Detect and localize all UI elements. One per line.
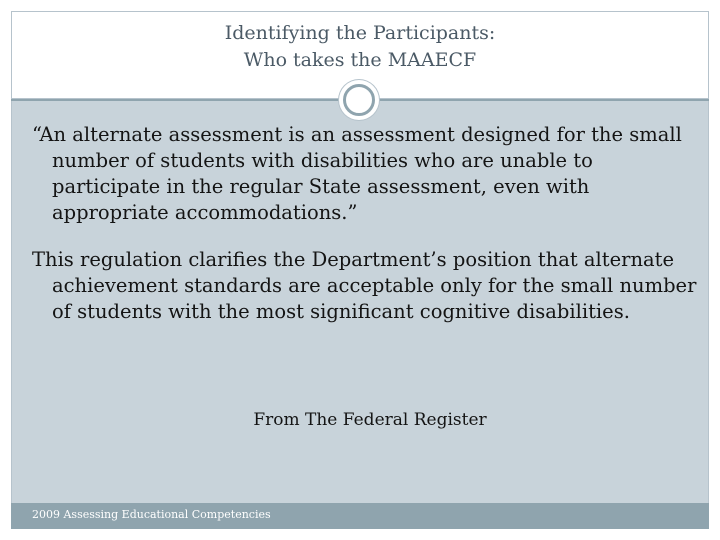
regulation-paragraph: This regulation clarifies the Department’s position that alternate achievement standards are acceptable only for the small number of students with the most significant cognitive disabilities.	[32, 248, 697, 323]
footer-bar	[11, 503, 709, 529]
divider-ring-ornament	[339, 80, 379, 120]
source-citation: From The Federal Register	[253, 410, 487, 430]
slide-title-line-1: Identifying the Participants:	[224, 22, 496, 44]
footer-text: 2009 Assessing Educational Competencies	[32, 508, 271, 521]
slide-title-line-2: Who takes the MAAECF	[243, 49, 477, 71]
body-text	[32, 122, 700, 346]
ring-icon	[343, 84, 375, 116]
quote-paragraph: “An alternate assessment is an assessment designed for the small number of students with disabilities who are unable to participate in the regular State assessment, even with appropriate accommodations.”	[32, 123, 682, 224]
